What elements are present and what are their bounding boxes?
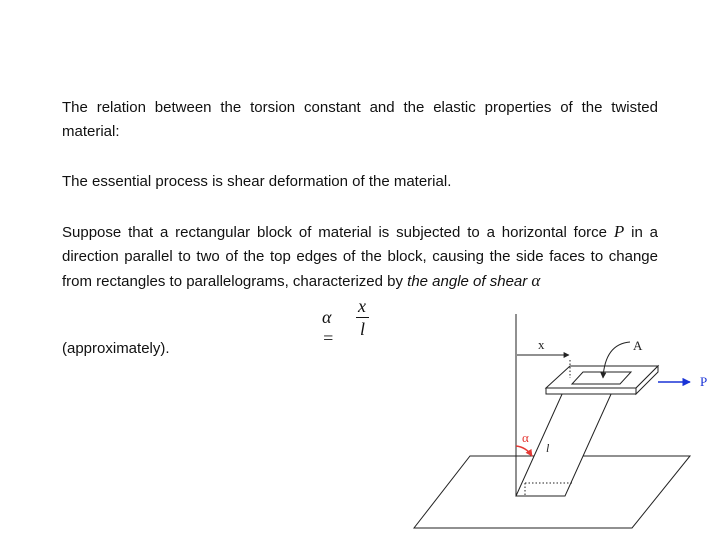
equation-lhs: α =: [322, 307, 335, 348]
area-A-rectangle: [572, 372, 631, 384]
top-plate-front: [546, 388, 636, 394]
equation-numerator: x: [358, 296, 366, 316]
alpha-angle-arc: [516, 446, 532, 456]
sheared-block-face: [516, 392, 612, 496]
label-l: l: [546, 441, 550, 455]
angle-of-shear-term: the angle of shear: [407, 273, 528, 290]
alpha-symbol: α: [531, 271, 541, 290]
label-A: A: [633, 338, 643, 353]
shear-process-paragraph: The essential process is shear deformation of the material.: [62, 173, 452, 190]
block-description-paragraph: [62, 220, 658, 294]
equation-denominator: l: [360, 319, 366, 339]
p3-text-start: Suppose that a rectangular block of material is subjected to a horizontal force: [62, 224, 614, 241]
label-alpha: α: [522, 430, 529, 445]
label-x: x: [538, 337, 545, 352]
fraction-bar: [356, 317, 369, 318]
label-P: P: [700, 374, 708, 389]
force-symbol: P: [613, 222, 625, 241]
intro-paragraph: The relation between the torsion constant and the elastic properties of the twisted material:: [62, 99, 658, 140]
shear-block-diagram: [400, 300, 718, 536]
approximately-note: (approximately).: [62, 340, 170, 357]
p3-text-middle: in a direction parallel to two of the top edges of the block, causing the side faces to change from rectangles to parallelograms, characterized by: [62, 224, 658, 290]
